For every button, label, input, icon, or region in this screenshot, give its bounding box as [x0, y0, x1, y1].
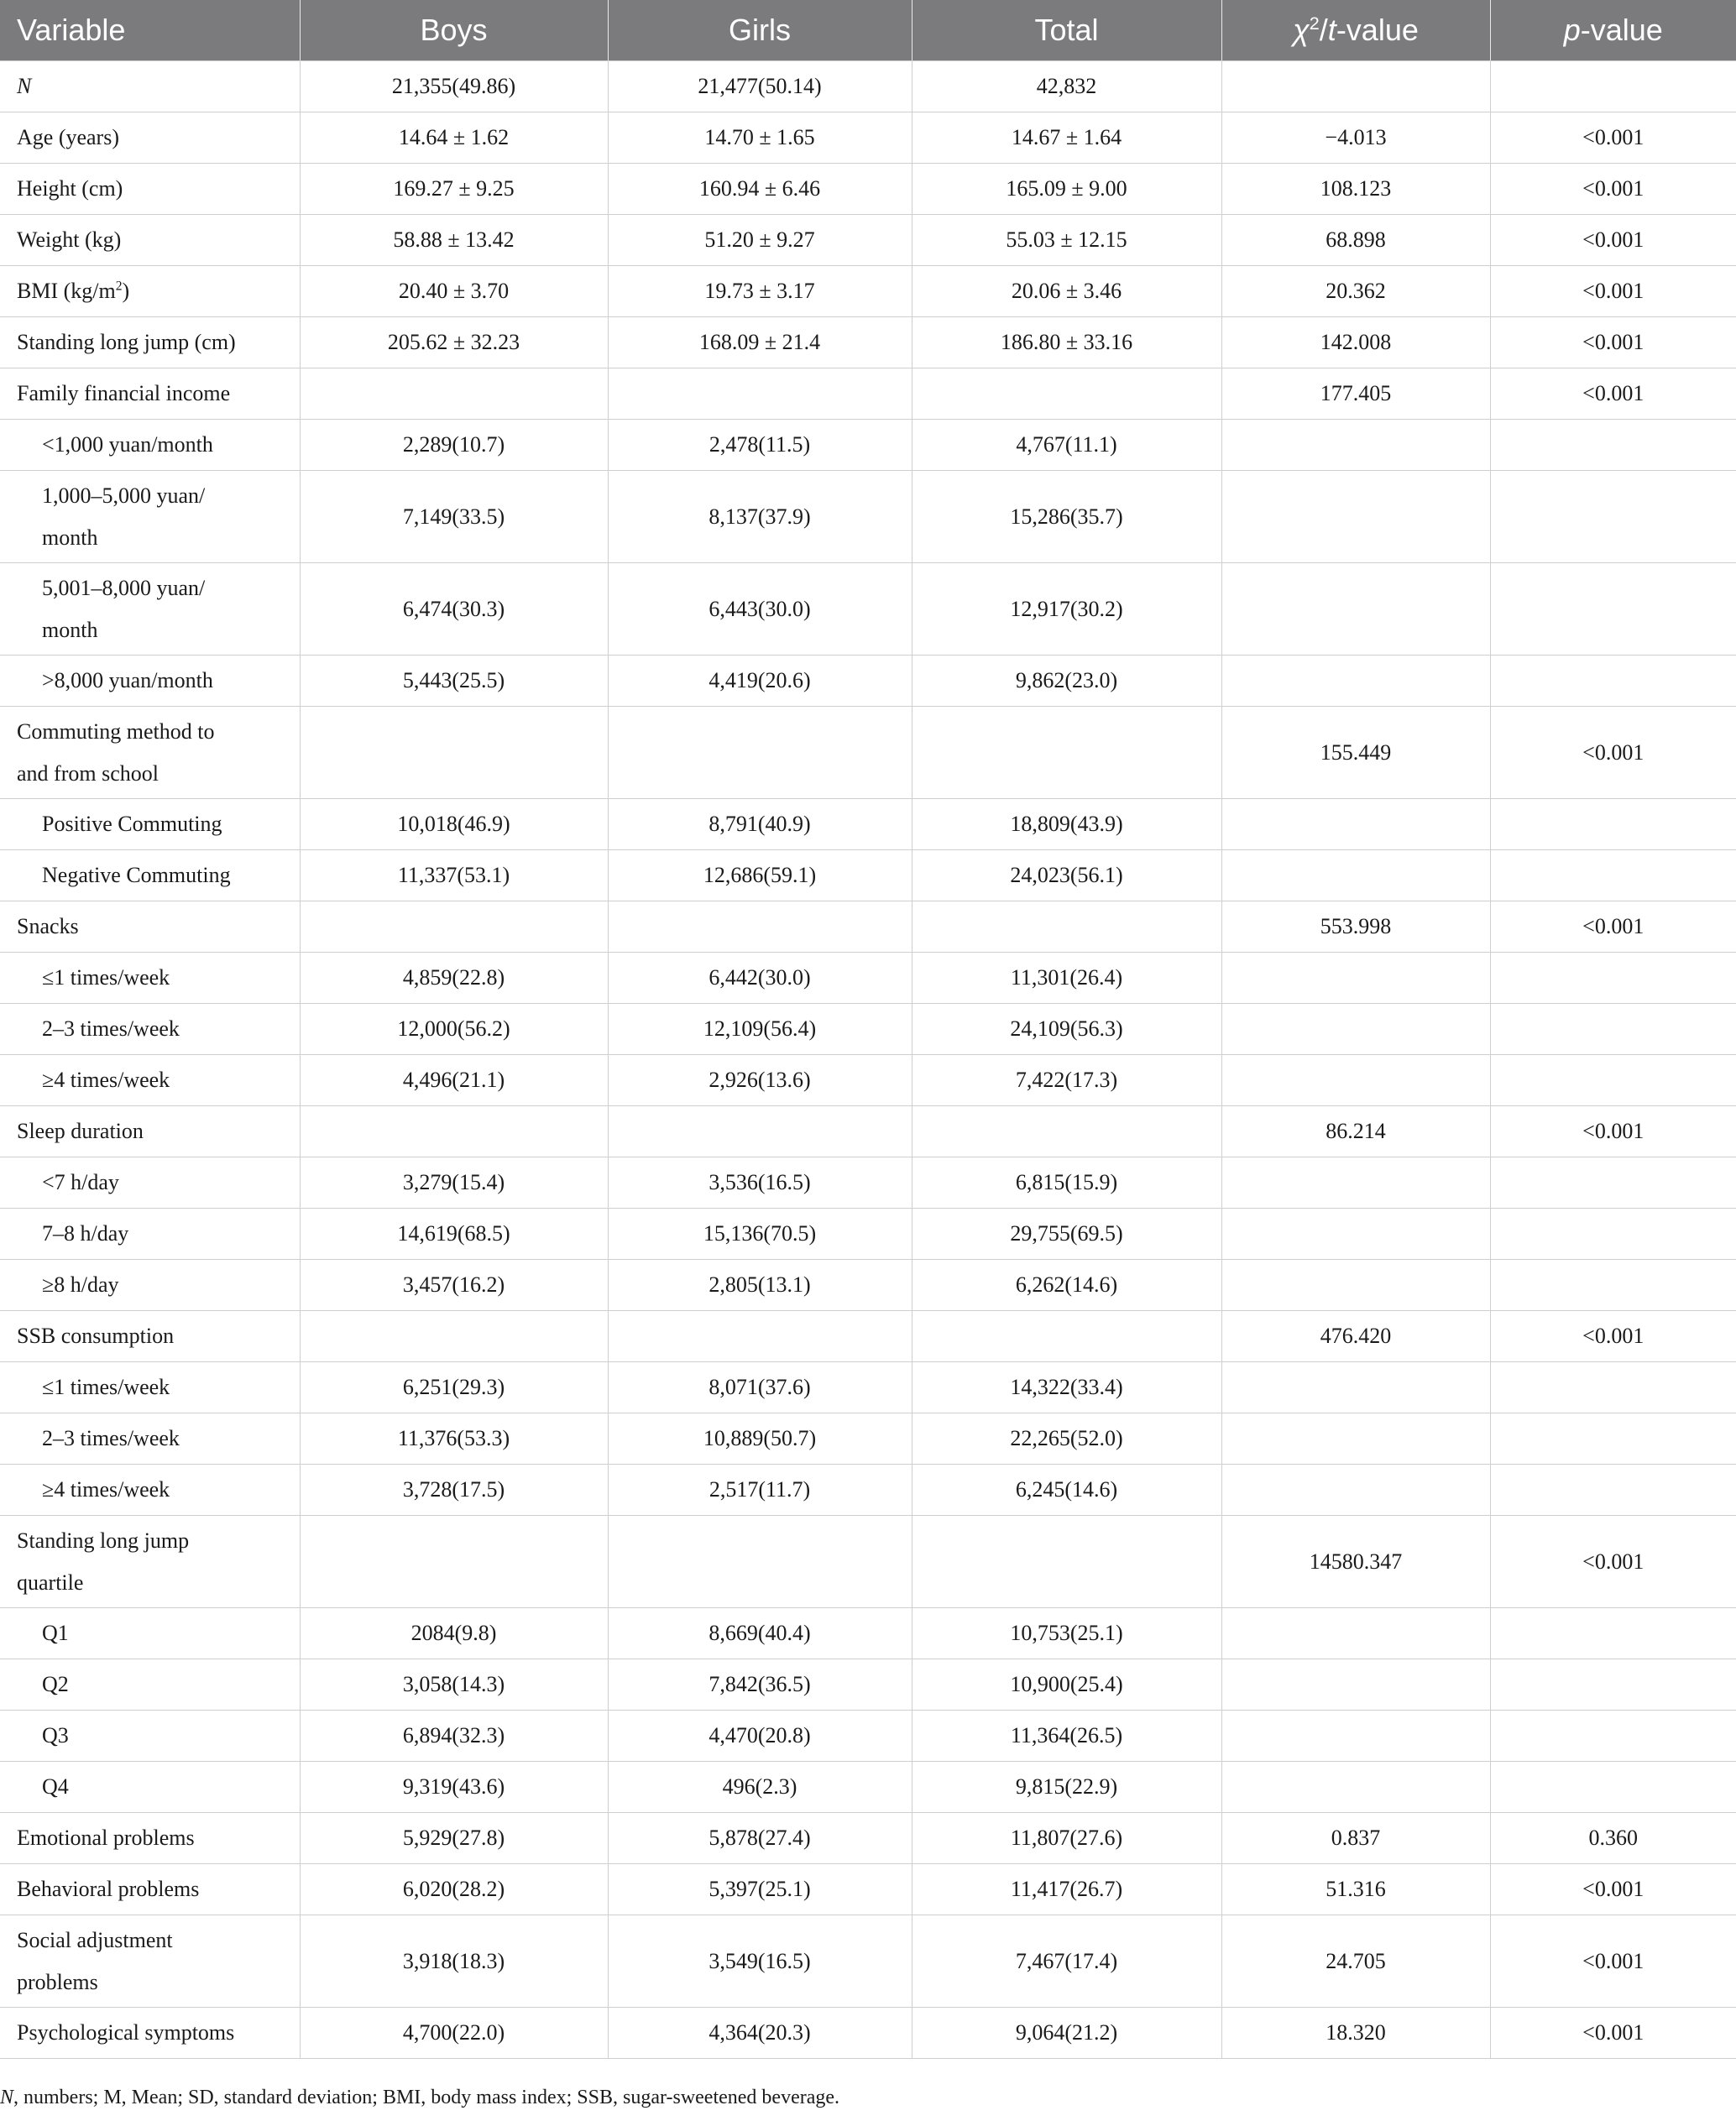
- cell-boys: 6,251(29.3): [300, 1362, 608, 1413]
- header-girls: Girls: [608, 0, 912, 61]
- chi-t: t: [1327, 13, 1336, 47]
- table-row: [0, 215, 1736, 266]
- row-label: Q2: [0, 1659, 300, 1711]
- cell-girls: 3,536(16.5): [608, 1157, 912, 1209]
- cell-boys: 3,728(17.5): [300, 1465, 608, 1516]
- cell-boys: 11,376(53.3): [300, 1413, 608, 1465]
- cell-boys: 58.88 ± 13.42: [300, 215, 608, 266]
- row-label: Q1: [0, 1608, 300, 1659]
- cell-p-value: [1490, 1762, 1736, 1813]
- row-label: [0, 1915, 300, 2008]
- cell-girls: [608, 1311, 912, 1362]
- row-label: 2–3 times/week: [0, 1413, 300, 1465]
- row-label-line-1: Standing long jump: [17, 1528, 190, 1553]
- cell-boys: 5,443(25.5): [300, 656, 608, 707]
- cell-boys: [300, 901, 608, 953]
- cell-boys: 3,918(18.3): [300, 1915, 608, 2008]
- header-row: [0, 0, 1736, 61]
- row-label: ≥8 h/day: [0, 1260, 300, 1311]
- cell-boys: 2084(9.8): [300, 1608, 608, 1659]
- table-row: [0, 953, 1736, 1004]
- cell-statistic: [1221, 1659, 1490, 1711]
- cell-total: 11,807(27.6): [912, 1813, 1221, 1864]
- cell-p-value: 0.360: [1490, 1813, 1736, 1864]
- cell-p-value: [1490, 1465, 1736, 1516]
- table-row: [0, 1157, 1736, 1209]
- cell-p-value: [1490, 1157, 1736, 1209]
- chi-superscript: 2: [1309, 13, 1320, 34]
- table-row: [0, 1055, 1736, 1106]
- chi-symbol: χ: [1293, 13, 1310, 47]
- cell-statistic: [1221, 1413, 1490, 1465]
- table-row: [0, 112, 1736, 164]
- table-row: [0, 1362, 1736, 1413]
- row-label-line-2: problems: [17, 1969, 98, 1994]
- cell-total: 42,832: [912, 61, 1221, 112]
- cell-total: 9,064(21.2): [912, 2008, 1221, 2059]
- cell-p-value: <0.001: [1490, 164, 1736, 215]
- cell-girls: 8,669(40.4): [608, 1608, 912, 1659]
- cell-girls: 8,791(40.9): [608, 799, 912, 850]
- cell-girls: 3,549(16.5): [608, 1915, 912, 2008]
- cell-boys: 9,319(43.6): [300, 1762, 608, 1813]
- cell-girls: 6,443(30.0): [608, 563, 912, 656]
- cell-p-value: [1490, 61, 1736, 112]
- cell-total: 186.80 ± 33.16: [912, 317, 1221, 368]
- cell-total: 14,322(33.4): [912, 1362, 1221, 1413]
- cell-p-value: [1490, 563, 1736, 656]
- cell-girls: 6,442(30.0): [608, 953, 912, 1004]
- cell-girls: 496(2.3): [608, 1762, 912, 1813]
- table-row: [0, 563, 1736, 656]
- cell-girls: 160.94 ± 6.46: [608, 164, 912, 215]
- cell-p-value: <0.001: [1490, 317, 1736, 368]
- cell-p-value: <0.001: [1490, 1915, 1736, 2008]
- table-row: [0, 1915, 1736, 2008]
- cell-boys: 169.27 ± 9.25: [300, 164, 608, 215]
- cell-boys: 14,619(68.5): [300, 1209, 608, 1260]
- cell-total: 6,262(14.6): [912, 1260, 1221, 1311]
- cell-girls: 5,397(25.1): [608, 1864, 912, 1915]
- row-label: N: [0, 61, 300, 112]
- cell-total: 10,900(25.4): [912, 1659, 1221, 1711]
- cell-statistic: 24.705: [1221, 1915, 1490, 2008]
- row-label-line-1: Social adjustment: [17, 1927, 173, 1952]
- cell-statistic: 14580.347: [1221, 1516, 1490, 1608]
- cell-statistic: [1221, 953, 1490, 1004]
- row-label-line-2: and from school: [17, 760, 159, 786]
- row-label: Behavioral problems: [0, 1864, 300, 1915]
- cell-girls: 4,470(20.8): [608, 1711, 912, 1762]
- cell-total: 9,815(22.9): [912, 1762, 1221, 1813]
- cell-total: [912, 368, 1221, 420]
- cell-total: 55.03 ± 12.15: [912, 215, 1221, 266]
- cell-statistic: [1221, 850, 1490, 901]
- cell-boys: 3,457(16.2): [300, 1260, 608, 1311]
- table-row: [0, 317, 1736, 368]
- cell-total: 11,301(26.4): [912, 953, 1221, 1004]
- cell-boys: [300, 707, 608, 799]
- table-row: [0, 368, 1736, 420]
- cell-statistic: 108.123: [1221, 164, 1490, 215]
- row-label: Age (years): [0, 112, 300, 164]
- cell-girls: 51.20 ± 9.27: [608, 215, 912, 266]
- row-label-line-2: quartile: [17, 1570, 84, 1595]
- cell-girls: 12,686(59.1): [608, 850, 912, 901]
- cell-total: 10,753(25.1): [912, 1608, 1221, 1659]
- cell-total: 7,422(17.3): [912, 1055, 1221, 1106]
- row-label: Height (cm): [0, 164, 300, 215]
- cell-boys: [300, 1311, 608, 1362]
- cell-total: [912, 1106, 1221, 1157]
- cell-statistic: 20.362: [1221, 266, 1490, 317]
- cell-total: 7,467(17.4): [912, 1915, 1221, 2008]
- cell-statistic: 553.998: [1221, 901, 1490, 953]
- row-label: Psychological symptoms: [0, 2008, 300, 2059]
- cell-boys: 4,859(22.8): [300, 953, 608, 1004]
- row-label: Q4: [0, 1762, 300, 1813]
- table-row: [0, 1004, 1736, 1055]
- row-label: Emotional problems: [0, 1813, 300, 1864]
- cell-girls: 19.73 ± 3.17: [608, 266, 912, 317]
- table-row: [0, 1659, 1736, 1711]
- row-label: Positive Commuting: [0, 799, 300, 850]
- cell-p-value: [1490, 1711, 1736, 1762]
- cell-girls: 12,109(56.4): [608, 1004, 912, 1055]
- cell-statistic: [1221, 656, 1490, 707]
- cell-total: [912, 901, 1221, 953]
- header-p-value: [1490, 0, 1736, 61]
- cell-total: 11,417(26.7): [912, 1864, 1221, 1915]
- cell-girls: [608, 1516, 912, 1608]
- cell-total: 12,917(30.2): [912, 563, 1221, 656]
- bmi-label: BMI (kg/m: [17, 279, 116, 303]
- cell-p-value: <0.001: [1490, 901, 1736, 953]
- cell-total: 24,109(56.3): [912, 1004, 1221, 1055]
- cell-total: 20.06 ± 3.46: [912, 266, 1221, 317]
- cell-statistic: [1221, 1055, 1490, 1106]
- cell-total: [912, 707, 1221, 799]
- cell-boys: 4,700(22.0): [300, 2008, 608, 2059]
- cell-girls: 8,071(37.6): [608, 1362, 912, 1413]
- table-row: [0, 799, 1736, 850]
- row-label: [0, 471, 300, 563]
- cell-boys: [300, 368, 608, 420]
- row-label: Q3: [0, 1711, 300, 1762]
- row-label-line-2: month: [42, 525, 98, 550]
- cell-girls: 4,419(20.6): [608, 656, 912, 707]
- cell-boys: 4,496(21.1): [300, 1055, 608, 1106]
- cell-boys: 2,289(10.7): [300, 420, 608, 471]
- cell-p-value: <0.001: [1490, 215, 1736, 266]
- table-footnote: [0, 2087, 839, 2109]
- cell-statistic: −4.013: [1221, 112, 1490, 164]
- header-boys: Boys: [300, 0, 608, 61]
- cell-p-value: [1490, 799, 1736, 850]
- cell-p-value: [1490, 1260, 1736, 1311]
- cell-total: 9,862(23.0): [912, 656, 1221, 707]
- table-row: [0, 61, 1736, 112]
- cell-girls: 2,805(13.1): [608, 1260, 912, 1311]
- table-row: [0, 1762, 1736, 1813]
- cell-p-value: [1490, 1413, 1736, 1465]
- row-label: Negative Commuting: [0, 850, 300, 901]
- cell-p-value: <0.001: [1490, 707, 1736, 799]
- row-label: 2–3 times/week: [0, 1004, 300, 1055]
- cell-girls: 15,136(70.5): [608, 1209, 912, 1260]
- cell-girls: 2,926(13.6): [608, 1055, 912, 1106]
- cell-total: 4,767(11.1): [912, 420, 1221, 471]
- cell-boys: 6,894(32.3): [300, 1711, 608, 1762]
- cell-boys: 21,355(49.86): [300, 61, 608, 112]
- cell-girls: 7,842(36.5): [608, 1659, 912, 1711]
- cell-statistic: [1221, 420, 1490, 471]
- table-row: [0, 1608, 1736, 1659]
- cell-total: 6,245(14.6): [912, 1465, 1221, 1516]
- cell-girls: 5,878(27.4): [608, 1813, 912, 1864]
- cell-statistic: [1221, 1608, 1490, 1659]
- row-label: [0, 563, 300, 656]
- table-row: [0, 1465, 1736, 1516]
- cell-girls: [608, 368, 912, 420]
- cell-total: 22,265(52.0): [912, 1413, 1221, 1465]
- bmi-label-end: ): [122, 279, 130, 303]
- cell-girls: 2,517(11.7): [608, 1465, 912, 1516]
- cell-statistic: [1221, 1004, 1490, 1055]
- bmi-superscript: 2: [115, 279, 123, 294]
- row-label: <7 h/day: [0, 1157, 300, 1209]
- table-row: [0, 2008, 1736, 2059]
- footnote-text: , numbers; M, Mean; SD, standard deviation; BMI, body mass index; SSB, sugar-sweetened beverage.: [13, 2087, 840, 2108]
- cell-boys: [300, 1516, 608, 1608]
- cell-total: 15,286(35.7): [912, 471, 1221, 563]
- table-row: [0, 1516, 1736, 1608]
- cell-p-value: [1490, 1055, 1736, 1106]
- cell-statistic: 68.898: [1221, 215, 1490, 266]
- row-label: >8,000 yuan/month: [0, 656, 300, 707]
- cell-girls: 21,477(50.14): [608, 61, 912, 112]
- table-row: [0, 471, 1736, 563]
- cell-girls: [608, 901, 912, 953]
- cell-girls: 4,364(20.3): [608, 2008, 912, 2059]
- table-row: [0, 656, 1736, 707]
- cell-statistic: [1221, 471, 1490, 563]
- cell-boys: 7,149(33.5): [300, 471, 608, 563]
- cell-total: 6,815(15.9): [912, 1157, 1221, 1209]
- table-row: [0, 1311, 1736, 1362]
- row-label: ≤1 times/week: [0, 1362, 300, 1413]
- cell-p-value: <0.001: [1490, 1311, 1736, 1362]
- cell-p-value: <0.001: [1490, 112, 1736, 164]
- table-row: [0, 164, 1736, 215]
- cell-p-value: <0.001: [1490, 368, 1736, 420]
- cell-boys: 10,018(46.9): [300, 799, 608, 850]
- cell-p-value: [1490, 1209, 1736, 1260]
- cell-girls: 2,478(11.5): [608, 420, 912, 471]
- cell-statistic: [1221, 1711, 1490, 1762]
- cell-boys: 12,000(56.2): [300, 1004, 608, 1055]
- cell-boys: 205.62 ± 32.23: [300, 317, 608, 368]
- cell-p-value: [1490, 1362, 1736, 1413]
- cell-boys: 3,058(14.3): [300, 1659, 608, 1711]
- p-letter: p: [1563, 13, 1581, 47]
- header-statistic: [1221, 0, 1490, 61]
- table-row: [0, 901, 1736, 953]
- cell-boys: 5,929(27.8): [300, 1813, 608, 1864]
- cell-statistic: [1221, 1762, 1490, 1813]
- row-label: Family financial income: [0, 368, 300, 420]
- footnote-n: N: [0, 2087, 14, 2108]
- cell-statistic: 0.837: [1221, 1813, 1490, 1864]
- cell-statistic: [1221, 799, 1490, 850]
- row-label: ≥4 times/week: [0, 1055, 300, 1106]
- cell-girls: [608, 707, 912, 799]
- cell-statistic: 86.214: [1221, 1106, 1490, 1157]
- cell-boys: 3,279(15.4): [300, 1157, 608, 1209]
- row-label: [0, 1516, 300, 1608]
- row-label: ≤1 times/week: [0, 953, 300, 1004]
- cell-p-value: <0.001: [1490, 1106, 1736, 1157]
- cell-total: 165.09 ± 9.00: [912, 164, 1221, 215]
- table-row: [0, 1209, 1736, 1260]
- row-label-line-1: Commuting method to: [17, 718, 215, 744]
- cell-total: 18,809(43.9): [912, 799, 1221, 850]
- cell-statistic: 177.405: [1221, 368, 1490, 420]
- table-row: [0, 1260, 1736, 1311]
- table-row: [0, 1864, 1736, 1915]
- cell-statistic: [1221, 61, 1490, 112]
- cell-p-value: [1490, 1004, 1736, 1055]
- cell-p-value: [1490, 1659, 1736, 1711]
- cell-p-value: [1490, 953, 1736, 1004]
- table-row: [0, 1106, 1736, 1157]
- cell-statistic: [1221, 1465, 1490, 1516]
- cell-statistic: [1221, 1260, 1490, 1311]
- table-row: [0, 1813, 1736, 1864]
- row-label: Weight (kg): [0, 215, 300, 266]
- cell-p-value: [1490, 471, 1736, 563]
- cell-boys: 6,020(28.2): [300, 1864, 608, 1915]
- row-label-line-1: 1,000–5,000 yuan/: [42, 483, 206, 508]
- cell-p-value: [1490, 1608, 1736, 1659]
- cell-p-value: <0.001: [1490, 266, 1736, 317]
- table-row: [0, 1711, 1736, 1762]
- row-label-line-2: month: [42, 617, 98, 642]
- p-suffix: -value: [1580, 13, 1663, 47]
- row-label: ≥4 times/week: [0, 1465, 300, 1516]
- row-label-line-1: 5,001–8,000 yuan/: [42, 575, 206, 600]
- cell-boys: 20.40 ± 3.70: [300, 266, 608, 317]
- cell-statistic: 51.316: [1221, 1864, 1490, 1915]
- cell-statistic: 142.008: [1221, 317, 1490, 368]
- cell-girls: 14.70 ± 1.65: [608, 112, 912, 164]
- row-label: Standing long jump (cm): [0, 317, 300, 368]
- header-variable: Variable: [0, 0, 300, 61]
- cell-p-value: [1490, 656, 1736, 707]
- row-label: SSB consumption: [0, 1311, 300, 1362]
- cell-statistic: [1221, 1209, 1490, 1260]
- row-label: 7–8 h/day: [0, 1209, 300, 1260]
- cell-total: [912, 1516, 1221, 1608]
- cell-statistic: 155.449: [1221, 707, 1490, 799]
- cell-p-value: <0.001: [1490, 1864, 1736, 1915]
- table-row: [0, 850, 1736, 901]
- row-label: <1,000 yuan/month: [0, 420, 300, 471]
- cell-girls: 168.09 ± 21.4: [608, 317, 912, 368]
- cell-girls: 10,889(50.7): [608, 1413, 912, 1465]
- row-label: Snacks: [0, 901, 300, 953]
- cell-total: [912, 1311, 1221, 1362]
- cell-boys: 14.64 ± 1.62: [300, 112, 608, 164]
- cell-girls: [608, 1106, 912, 1157]
- table-row: [0, 1413, 1736, 1465]
- row-label: Sleep duration: [0, 1106, 300, 1157]
- table-row: [0, 420, 1736, 471]
- header-total: Total: [912, 0, 1221, 61]
- cell-statistic: [1221, 1362, 1490, 1413]
- cell-p-value: [1490, 850, 1736, 901]
- cell-total: 11,364(26.5): [912, 1711, 1221, 1762]
- cell-boys: [300, 1106, 608, 1157]
- cell-p-value: [1490, 420, 1736, 471]
- cell-p-value: <0.001: [1490, 1516, 1736, 1608]
- cell-total: 14.67 ± 1.64: [912, 112, 1221, 164]
- cell-boys: 6,474(30.3): [300, 563, 608, 656]
- cell-p-value: <0.001: [1490, 2008, 1736, 2059]
- cell-statistic: [1221, 1157, 1490, 1209]
- chi-suffix: -value: [1336, 13, 1419, 47]
- table-row: [0, 266, 1736, 317]
- cell-statistic: 476.420: [1221, 1311, 1490, 1362]
- cell-statistic: [1221, 563, 1490, 656]
- table-row: [0, 707, 1736, 799]
- cell-statistic: 18.320: [1221, 2008, 1490, 2059]
- cell-total: 24,023(56.1): [912, 850, 1221, 901]
- cell-girls: 8,137(37.9): [608, 471, 912, 563]
- cell-total: 29,755(69.5): [912, 1209, 1221, 1260]
- cell-boys: 11,337(53.1): [300, 850, 608, 901]
- chi-slash: /: [1319, 13, 1328, 47]
- row-label: [0, 707, 300, 799]
- row-label: [0, 266, 300, 317]
